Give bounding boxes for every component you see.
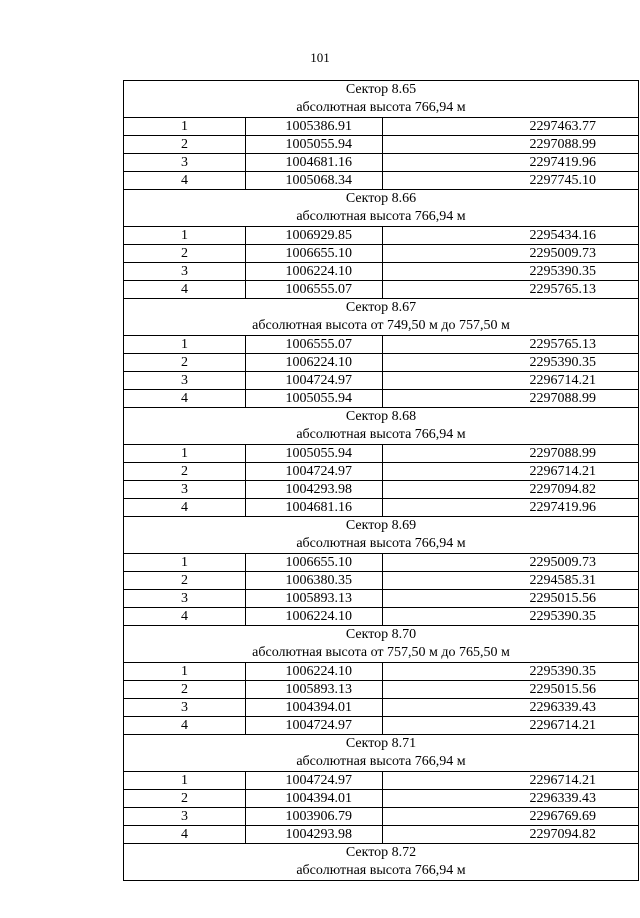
- table-row: [124, 336, 639, 354]
- x-coordinate-cell: 1004394.01: [246, 790, 383, 808]
- point-number-cell: 4: [124, 717, 246, 735]
- table-row: [124, 245, 639, 263]
- x-coordinate-cell: 1003906.79: [246, 808, 383, 826]
- sector-header: [124, 190, 639, 227]
- y-coordinate-cell: 2297088.99: [383, 136, 639, 154]
- table-row: [124, 772, 639, 790]
- x-coordinate-cell: 1004724.97: [246, 772, 383, 790]
- point-number-cell: 1: [124, 663, 246, 681]
- sector-height: абсолютная высота 766,94 м: [296, 863, 466, 878]
- x-coordinate-cell: 1005386.91: [246, 118, 383, 136]
- table-row: [124, 717, 639, 735]
- x-coordinate-cell: 1004724.97: [246, 463, 383, 481]
- x-coordinate-cell: 1004681.16: [246, 499, 383, 517]
- point-number-cell: 4: [124, 826, 246, 844]
- sector-header: [124, 844, 639, 881]
- point-number-cell: 3: [124, 481, 246, 499]
- table-row: [124, 154, 639, 172]
- sector-height: абсолютная высота 766,94 м: [296, 536, 466, 551]
- sector-title: Сектор 8.68: [345, 409, 417, 424]
- table-row: [124, 808, 639, 826]
- sector-header-row: [124, 517, 639, 554]
- y-coordinate-cell: 2294585.31: [383, 572, 639, 590]
- coordinates-table-container: [123, 80, 638, 881]
- x-coordinate-cell: 1004724.97: [246, 372, 383, 390]
- sector-header: [124, 299, 639, 336]
- table-row: [124, 263, 639, 281]
- y-coordinate-cell: 2295434.16: [383, 227, 639, 245]
- point-number-cell: 4: [124, 608, 246, 626]
- y-coordinate-cell: 2296714.21: [383, 372, 639, 390]
- x-coordinate-cell: 1006929.85: [246, 227, 383, 245]
- x-coordinate-cell: 1005055.94: [246, 136, 383, 154]
- point-number-cell: 1: [124, 118, 246, 136]
- sector-title: Сектор 8.71: [345, 736, 417, 751]
- table-row: [124, 681, 639, 699]
- table-row: [124, 590, 639, 608]
- y-coordinate-cell: 2297745.10: [383, 172, 639, 190]
- y-coordinate-cell: 2295390.35: [383, 608, 639, 626]
- x-coordinate-cell: 1005893.13: [246, 590, 383, 608]
- point-number-cell: 3: [124, 372, 246, 390]
- y-coordinate-cell: 2297088.99: [383, 445, 639, 463]
- y-coordinate-cell: 2295390.35: [383, 663, 639, 681]
- sector-header-row: [124, 408, 639, 445]
- x-coordinate-cell: 1004293.98: [246, 826, 383, 844]
- point-number-cell: 1: [124, 445, 246, 463]
- sector-title: Сектор 8.69: [345, 518, 417, 533]
- sector-header-row: [124, 626, 639, 663]
- y-coordinate-cell: 2296339.43: [383, 790, 639, 808]
- table-row: [124, 445, 639, 463]
- sector-height: абсолютная высота 766,94 м: [296, 100, 466, 115]
- y-coordinate-cell: 2296339.43: [383, 699, 639, 717]
- table-row: [124, 136, 639, 154]
- y-coordinate-cell: 2295015.56: [383, 681, 639, 699]
- x-coordinate-cell: 1005893.13: [246, 681, 383, 699]
- point-number-cell: 2: [124, 681, 246, 699]
- sector-height: абсолютная высота 766,94 м: [296, 427, 466, 442]
- y-coordinate-cell: 2297094.82: [383, 826, 639, 844]
- sector-header: [124, 517, 639, 554]
- sector-title: Сектор 8.65: [345, 82, 417, 97]
- table-row: [124, 463, 639, 481]
- point-number-cell: 4: [124, 281, 246, 299]
- y-coordinate-cell: 2295009.73: [383, 245, 639, 263]
- y-coordinate-cell: 2295009.73: [383, 554, 639, 572]
- point-number-cell: 4: [124, 390, 246, 408]
- sector-title: Сектор 8.70: [345, 627, 417, 642]
- table-row: [124, 554, 639, 572]
- sector-header: [124, 626, 639, 663]
- point-number-cell: 3: [124, 263, 246, 281]
- point-number-cell: 3: [124, 808, 246, 826]
- x-coordinate-cell: 1006655.10: [246, 554, 383, 572]
- y-coordinate-cell: 2296714.21: [383, 772, 639, 790]
- x-coordinate-cell: 1004394.01: [246, 699, 383, 717]
- sector-header: [124, 735, 639, 772]
- y-coordinate-cell: 2295390.35: [383, 263, 639, 281]
- coordinates-table: [123, 80, 639, 881]
- y-coordinate-cell: 2295390.35: [383, 354, 639, 372]
- y-coordinate-cell: 2297088.99: [383, 390, 639, 408]
- sector-height: абсолютная высота от 757,50 м до 765,50 м: [252, 645, 510, 660]
- sector-height: абсолютная высота от 749,50 м до 757,50 м: [252, 318, 510, 333]
- y-coordinate-cell: 2296714.21: [383, 717, 639, 735]
- table-row: [124, 663, 639, 681]
- sector-title: Сектор 8.72: [345, 845, 417, 860]
- point-number-cell: 2: [124, 790, 246, 808]
- point-number-cell: 1: [124, 336, 246, 354]
- y-coordinate-cell: 2295765.13: [383, 336, 639, 354]
- table-row: [124, 481, 639, 499]
- point-number-cell: 4: [124, 172, 246, 190]
- x-coordinate-cell: 1006380.35: [246, 572, 383, 590]
- sector-header-row: [124, 299, 639, 336]
- table-row: [124, 572, 639, 590]
- x-coordinate-cell: 1004293.98: [246, 481, 383, 499]
- sector-header-row: [124, 190, 639, 227]
- point-number-cell: 2: [124, 245, 246, 263]
- table-row: [124, 118, 639, 136]
- table-row: [124, 172, 639, 190]
- x-coordinate-cell: 1005055.94: [246, 445, 383, 463]
- point-number-cell: 2: [124, 354, 246, 372]
- sector-header-row: [124, 844, 639, 881]
- x-coordinate-cell: 1006224.10: [246, 263, 383, 281]
- y-coordinate-cell: 2297094.82: [383, 481, 639, 499]
- table-row: [124, 790, 639, 808]
- sector-header-row: [124, 81, 639, 118]
- x-coordinate-cell: 1005055.94: [246, 390, 383, 408]
- table-row: [124, 826, 639, 844]
- table-row: [124, 354, 639, 372]
- x-coordinate-cell: 1006224.10: [246, 663, 383, 681]
- point-number-cell: 2: [124, 572, 246, 590]
- x-coordinate-cell: 1006555.07: [246, 281, 383, 299]
- sector-header: [124, 81, 639, 118]
- coordinates-table-body: [124, 81, 639, 881]
- x-coordinate-cell: 1004724.97: [246, 717, 383, 735]
- y-coordinate-cell: 2297419.96: [383, 154, 639, 172]
- y-coordinate-cell: 2296714.21: [383, 463, 639, 481]
- y-coordinate-cell: 2295015.56: [383, 590, 639, 608]
- sector-height: абсолютная высота 766,94 м: [296, 209, 466, 224]
- page-number: 101: [310, 50, 330, 65]
- y-coordinate-cell: 2297463.77: [383, 118, 639, 136]
- sector-header-row: [124, 735, 639, 772]
- x-coordinate-cell: 1006224.10: [246, 354, 383, 372]
- point-number-cell: 3: [124, 590, 246, 608]
- point-number-cell: 1: [124, 772, 246, 790]
- table-row: [124, 390, 639, 408]
- x-coordinate-cell: 1004681.16: [246, 154, 383, 172]
- x-coordinate-cell: 1005068.34: [246, 172, 383, 190]
- y-coordinate-cell: 2296769.69: [383, 808, 639, 826]
- table-row: [124, 227, 639, 245]
- point-number-cell: 2: [124, 136, 246, 154]
- x-coordinate-cell: 1006555.07: [246, 336, 383, 354]
- point-number-cell: 1: [124, 227, 246, 245]
- x-coordinate-cell: 1006655.10: [246, 245, 383, 263]
- y-coordinate-cell: 2295765.13: [383, 281, 639, 299]
- point-number-cell: 2: [124, 463, 246, 481]
- sector-title: Сектор 8.67: [345, 300, 417, 315]
- table-row: [124, 281, 639, 299]
- sector-header: [124, 408, 639, 445]
- sector-height: абсолютная высота 766,94 м: [296, 754, 466, 769]
- table-row: [124, 608, 639, 626]
- sector-title: Сектор 8.66: [345, 191, 417, 206]
- point-number-cell: 3: [124, 699, 246, 717]
- y-coordinate-cell: 2297419.96: [383, 499, 639, 517]
- point-number-cell: 4: [124, 499, 246, 517]
- table-row: [124, 372, 639, 390]
- table-row: [124, 699, 639, 717]
- table-row: [124, 499, 639, 517]
- point-number-cell: 3: [124, 154, 246, 172]
- x-coordinate-cell: 1006224.10: [246, 608, 383, 626]
- point-number-cell: 1: [124, 554, 246, 572]
